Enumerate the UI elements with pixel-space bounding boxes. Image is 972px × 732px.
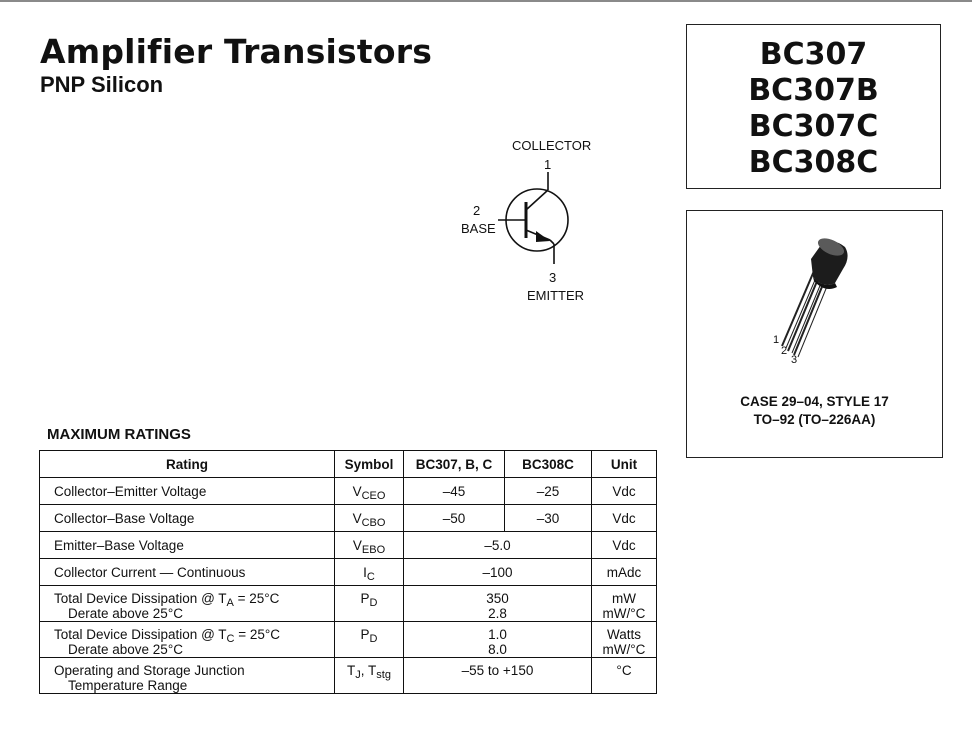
pnp-transistor-symbol (440, 130, 600, 310)
col-header-unit: Unit (592, 451, 657, 478)
value-cell: 350 2.8 (404, 586, 592, 622)
page-subtitle: PNP Silicon (40, 72, 164, 97)
table-row (40, 658, 657, 694)
rating-cell: Collector Current — Continuous (40, 559, 335, 586)
table-header-row (40, 451, 657, 478)
unit-cell: Vdc (592, 505, 657, 532)
package-box (686, 210, 943, 458)
table-row (40, 622, 657, 658)
symbol-cell: $T_J$, $T_{stg}$ (335, 658, 404, 694)
package-pin: 2 (781, 345, 788, 357)
base-pin: 2 (473, 203, 481, 218)
value-cell: –5.0 (404, 532, 592, 559)
value-cell: –50 (404, 505, 505, 532)
collector-pin: 1 (544, 157, 552, 172)
base-label: BASE (461, 221, 496, 236)
table-row (40, 505, 657, 532)
package-pin: 3 (791, 354, 798, 366)
value-cell: –100 (404, 559, 592, 586)
unit-cell: Vdc (592, 532, 657, 559)
symbol-cell: $V_{CEO}$ (335, 478, 404, 505)
value-cell: 1.0 8.0 (404, 622, 592, 658)
col-header-symbol: Symbol (335, 451, 404, 478)
top-rule (0, 0, 972, 2)
table-row (40, 559, 657, 586)
part-number: BC307 (759, 37, 868, 72)
col-header-bc307: BC307, B, C (404, 451, 505, 478)
ratings-table (39, 450, 657, 694)
part-number: BC307B (748, 73, 879, 108)
part-number: BC308C (748, 145, 879, 180)
unit-cell: mAdc (592, 559, 657, 586)
package-pin: 1 (773, 334, 780, 346)
value-cell: –45 (404, 478, 505, 505)
collector-label: COLLECTOR (512, 138, 592, 153)
value-cell: –55 to +150 (404, 658, 592, 694)
unit-cell: °C (592, 658, 657, 694)
rating-cell: Total Device Dissipation @ $T_C = 25^\circ C$ Derate above 25°C (40, 622, 335, 658)
part-number: BC307C (748, 109, 879, 144)
table-row (40, 532, 657, 559)
emitter-pin: 3 (549, 270, 557, 285)
rating-cell: Operating and Storage Junction Temperature Range (40, 658, 335, 694)
package-caption: TO–92 (TO–226AA) (753, 412, 876, 427)
value-cell: –30 (505, 505, 592, 532)
symbol-cell: $V_{EBO}$ (335, 532, 404, 559)
emitter-label: EMITTER (527, 288, 585, 303)
symbol-cell: $I_C$ (335, 559, 404, 586)
value-cell: –25 (505, 478, 592, 505)
unit-cell: Watts mW/°C (592, 622, 657, 658)
rating-cell: Emitter–Base Voltage (40, 532, 335, 559)
table-row (40, 586, 657, 622)
unit-cell: mW mW/°C (592, 586, 657, 622)
rating-cell: Collector–Emitter Voltage (40, 478, 335, 505)
unit-cell: Vdc (592, 478, 657, 505)
rating-cell: Collector–Base Voltage (40, 505, 335, 532)
ratings-title: MAXIMUM RATINGS (47, 426, 191, 443)
symbol-cell: $P_D$ (335, 586, 404, 622)
table-row (40, 478, 657, 505)
page-title: Amplifier Transistors (40, 32, 433, 71)
transistor-symbol-icon (440, 130, 600, 310)
symbol-cell: $V_{CBO}$ (335, 505, 404, 532)
rating-cell: Total Device Dissipation @ $T_A = 25^\circ C$ Derate above 25°C (40, 586, 335, 622)
col-header-bc308c: BC308C (505, 451, 592, 478)
part-numbers-box (686, 24, 941, 189)
col-header-rating: Rating (40, 451, 335, 478)
case-caption: CASE 29–04, STYLE 17 (740, 394, 889, 409)
symbol-cell: $P_D$ (335, 622, 404, 658)
